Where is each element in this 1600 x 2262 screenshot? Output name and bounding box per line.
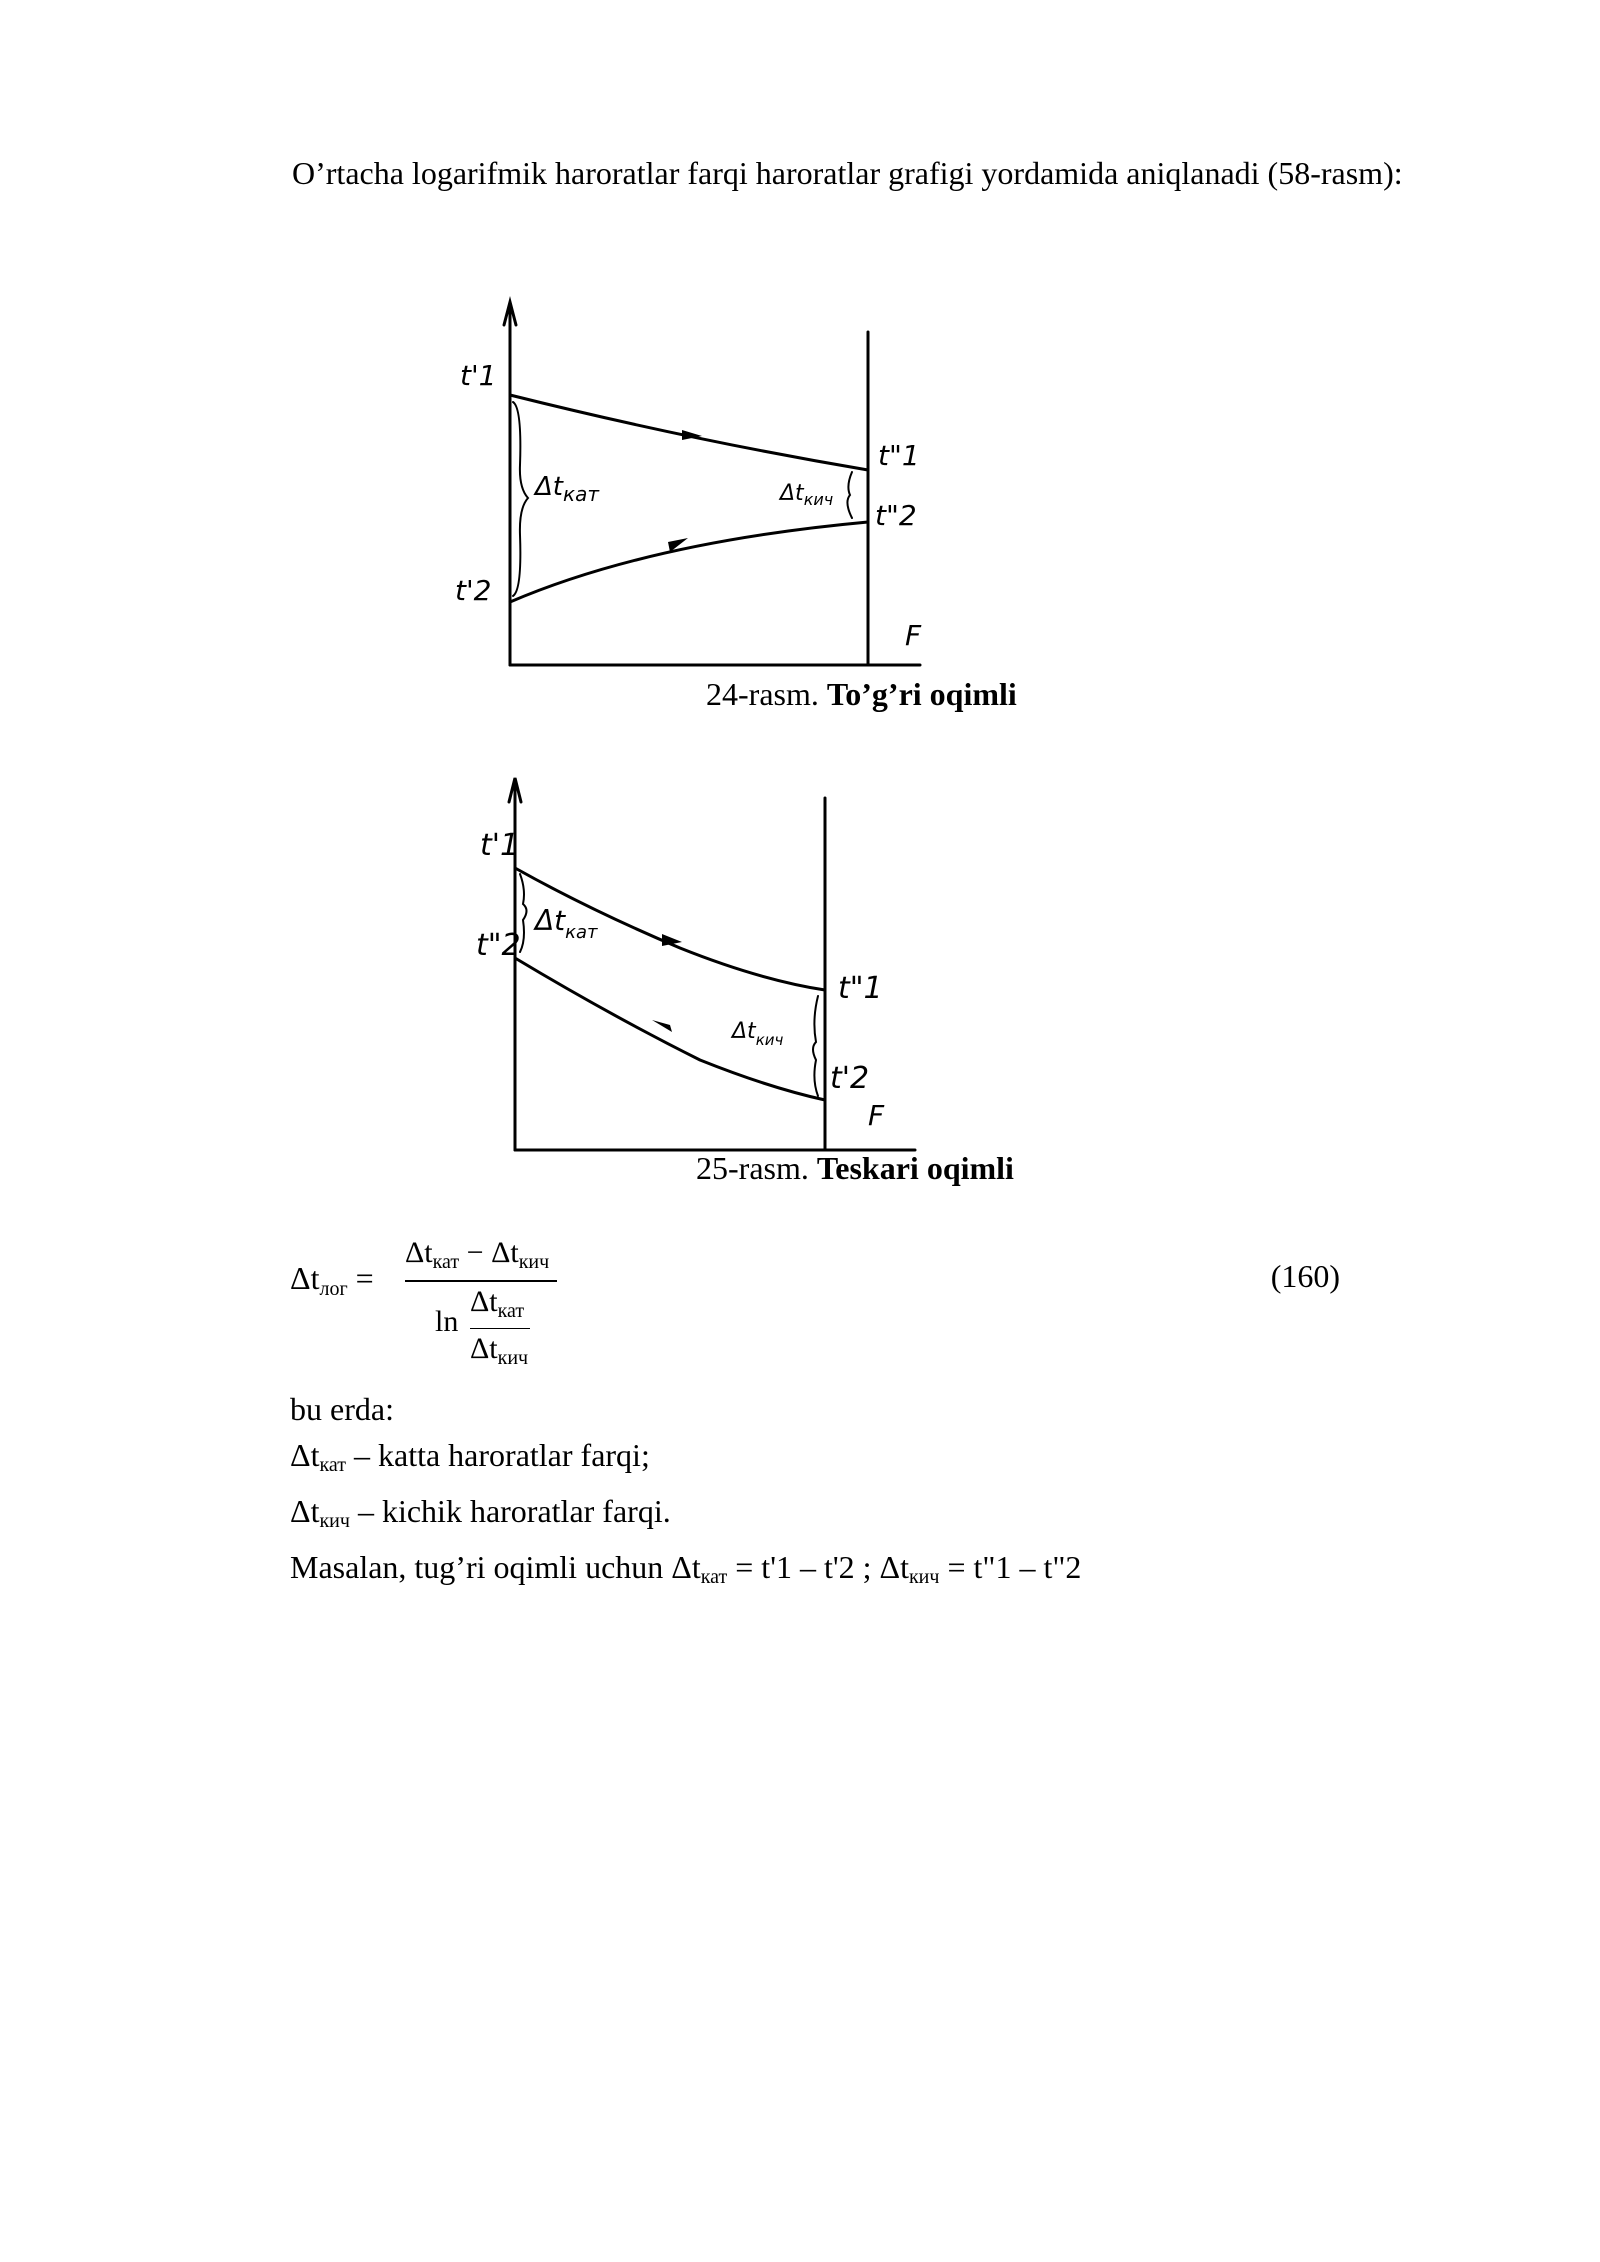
label-t2-out: t"2	[875, 499, 917, 532]
figure2-caption-number: 25-rasm.	[696, 1150, 809, 1186]
formula-fraction-bar	[405, 1280, 557, 1282]
figure1-caption-number: 24-rasm.	[706, 676, 819, 712]
formula-lhs: $\Delta t_{лог}$ =	[290, 1260, 374, 1300]
formula-inner-denominator: $\Delta t_{кич}$	[470, 1332, 529, 1369]
dt-big-brace	[520, 874, 527, 952]
example-line: Masalan, tug’ri oqimli uchun $\Delta t_{кат} = t'1 - t'2$ ; $\Delta t_{кич}$ = t"1 – t"2	[290, 1549, 1082, 1588]
label-t1-out: t"1	[838, 971, 883, 1006]
figure1-caption	[706, 676, 1017, 713]
label-dt-small: $\Delta t_{кич}$	[732, 1019, 784, 1049]
formula-ln: ln	[435, 1305, 459, 1338]
label-dt-small: $\Delta t_{кич}$	[780, 481, 834, 509]
label-axis-f: F	[905, 619, 922, 652]
where-line: bu erda:	[290, 1391, 394, 1427]
definition-dt-big: $\Delta t_{кат}$ – katta haroratlar farqi;	[290, 1437, 650, 1476]
label-t1-in: t'1	[480, 828, 520, 863]
dt-small-brace	[847, 472, 852, 518]
log-mean-formula	[290, 1210, 1340, 1385]
definition-dt-small: $\Delta t_{кич}$ – kichik haroratlar farqi.	[290, 1493, 671, 1532]
formula-numerator: $\Delta t_{кат} - \Delta t_{кич}$	[405, 1236, 550, 1273]
label-dt-big: $\Delta t_{кат}$	[535, 904, 598, 943]
definitions-block	[290, 1386, 1390, 1600]
cold-fluid-curve	[510, 522, 868, 602]
intro-paragraph	[228, 150, 1448, 196]
counter-flow-graph	[440, 770, 960, 1160]
dt-small-brace	[813, 996, 818, 1096]
parallel-flow-graph	[420, 290, 980, 690]
figure2-caption-text: Teskari oqimli	[816, 1150, 1014, 1186]
label-t2-out: t"2	[476, 928, 521, 963]
label-axis-f: F	[868, 1099, 885, 1132]
intro-text: O’rtacha logarifmik haroratlar farqi haroratlar grafigi yordamida aniqlanadi (58-rasm):	[292, 155, 1403, 191]
equation-number: (160)	[1270, 1258, 1340, 1294]
formula-inner-fraction-bar	[470, 1328, 530, 1329]
flow-arrow-cold	[652, 1020, 672, 1032]
label-t2-in: t'2	[455, 574, 492, 607]
label-t1-in: t'1	[460, 359, 497, 392]
figure2-caption	[696, 1150, 1014, 1187]
label-dt-big: $\Delta t_{кат}$	[535, 472, 599, 506]
label-t2-in: t'2	[830, 1061, 870, 1096]
label-t1-out: t"1	[878, 439, 920, 472]
dt-big-brace	[513, 402, 528, 596]
figure1-caption-text: To’g’ri oqimli	[826, 676, 1017, 712]
formula-inner-numerator: $\Delta t_{кат}$	[470, 1285, 525, 1322]
